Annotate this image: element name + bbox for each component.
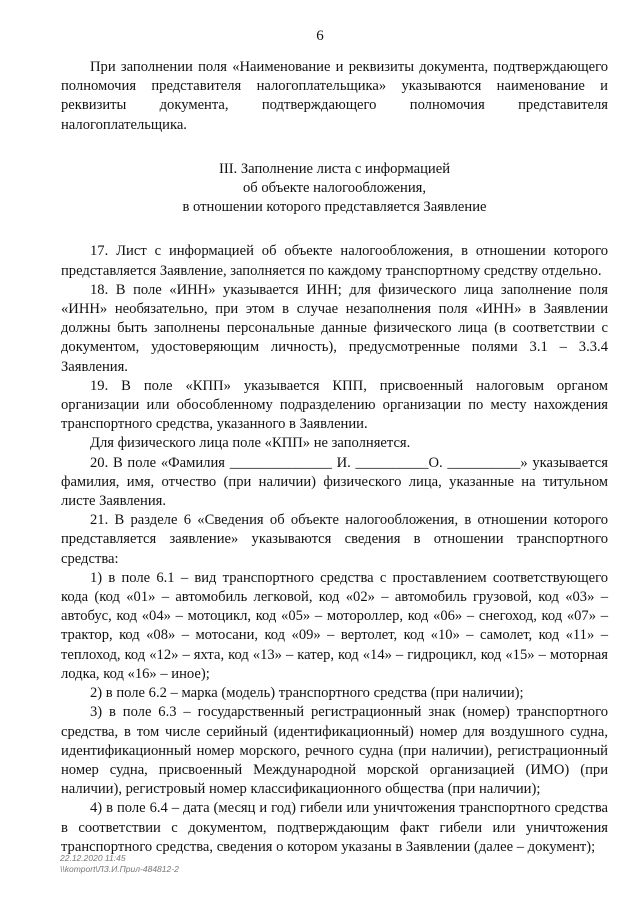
section-heading-line: об объекте налогообложения, (243, 180, 426, 197)
list-item-3: 3) в поле 6.3 – государственный регистрационный знак (номер) транспортного средства, в том числе серийный (идентификационный) номер для воздушного судна, идентификационный номер морского, речного судна (при наличии), регистрационный номер судна, присвоенный Международной морской организацией (ИМО) (при наличии), регистровый номер классификационного общества (при наличии); (61, 704, 608, 798)
list-item-1: 1) в поле 6.1 – вид транспортного средства с проставлением соответствующего кода (код «01» – автомобиль легковой, код «02» – автомобиль грузовой, код «03» – автобус, код «04» – мотоцикл, код «05» – мотороллер, код «06» – снегоход, код «07» – трактор, код «08» – мотосани, код «09» – вертолет, код «10» – самолет, код «11» – теплоход, код «12» – яхта, код «13» – катер, код «14» – гидроцикл, код «15» – моторная лодка, код «16» – иное); (61, 569, 608, 682)
page-number: 6 (316, 28, 324, 44)
document-footer (60, 853, 179, 875)
paragraph-21: 21. В разделе 6 «Сведения об объекте налогообложения, в отношении которого представляется заявление» указываются сведения в отношении транспортного средства: (61, 512, 608, 567)
paragraph-19-note: Для физического лица поле «КПП» не заполняется. (90, 435, 411, 452)
section-heading (61, 160, 608, 218)
document-body (61, 58, 608, 857)
paragraph-18: 18. В поле «ИНН» указывается ИНН; для физического лица заполнение поля «ИНН» необязательно, при этом в случае незаполнения поля «ИНН» в Заявлении должны быть заполнены персональные данные физического лица (в соответствии с документом, удостоверяющим личность), предусмотренные полями 3.1 – 3.3.4 Заявления. (61, 281, 608, 375)
list-item-2: 2) в поле 6.2 – марка (модель) транспортного средства (при наличии); (90, 685, 524, 702)
list-item-4: 4) в поле 6.4 – дата (месяц и год) гибели или уничтожения транспортного средства в соответствии с документом, подтверждающим факт гибели или уничтожения транспортного средства, сведения о котором указаны в Заявлении (далее – документ); (61, 800, 608, 855)
footer-file-path: \\komport\ЛЗ.И.Прил-484812-2 (60, 864, 179, 874)
paragraph-19: 19. В поле «КПП» указывается КПП, присвоенный налоговым органом организации или обособленному подразделению организации по месту нахождения транспортного средства, указанного в Заявлении. (61, 377, 608, 433)
intro-paragraph: При заполнении поля «Наименование и реквизиты документа, подтверждающего полномочия представителя налогоплательщика» указываются наименование и реквизиты документа, подтверждающего полномочия представителя налогоплательщика. (61, 59, 608, 133)
footer-timestamp: 22.12.2020 11:45 (60, 853, 126, 863)
paragraph-17: 17. Лист с информацией об объекте налогообложения, в отношении которого представляется Заявление, заполняется по каждому транспортному средству отдельно. (61, 243, 608, 279)
paragraph-20: 20. В поле «Фамилия ______________ И. __________О. __________» указывается фамилия, имя, отчество (при наличии) физического лица, указанные на титульном листе Заявления. (61, 454, 608, 510)
section-heading-line: III. Заполнение листа с информацией (218, 160, 451, 177)
section-heading-line: в отношении которого представляется Заявление (182, 199, 487, 216)
